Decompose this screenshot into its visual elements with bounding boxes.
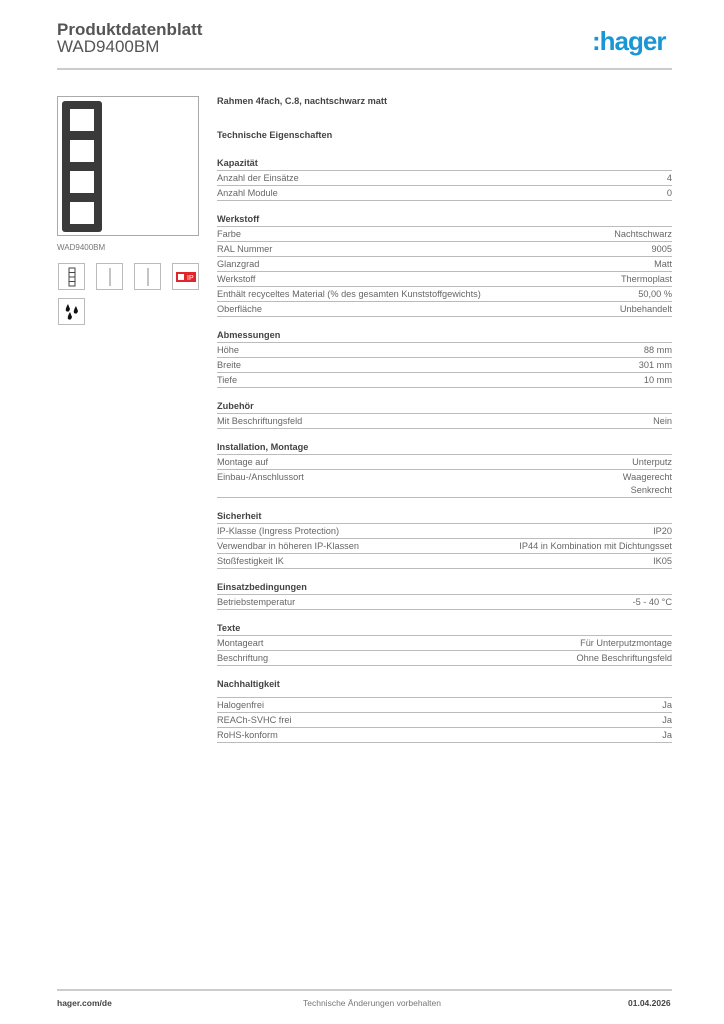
spec-value: -5 - 40 °C xyxy=(632,597,672,607)
spec-label: Verwendbar in höheren IP-Klassen xyxy=(217,541,359,551)
specs-heading: Technische Eigenschaften xyxy=(217,130,333,140)
spec-label: Beschriftung xyxy=(217,653,269,663)
svg-text:IP: IP xyxy=(186,274,194,282)
spec-value: Ohne Beschriftungsfeld xyxy=(576,653,672,663)
spec-row xyxy=(217,728,672,743)
page-title: Produktdatenblatt xyxy=(57,20,203,39)
spec-label: Montage auf xyxy=(217,457,269,467)
ip-rating-icon xyxy=(172,263,199,290)
spec-value: IP20 xyxy=(653,526,672,536)
section-heading: Einsatzbedingungen xyxy=(217,580,672,595)
spec-value: IP44 in Kombination mit Dichtungsset xyxy=(519,541,672,551)
spec-label: Enthält recyceltes Material (% des gesamten Kunststoffgewichts) xyxy=(217,289,481,299)
spec-value: Ja xyxy=(662,730,672,740)
spec-value: Für Unterputzmontage xyxy=(580,638,672,648)
spec-row xyxy=(217,242,672,257)
spec-section xyxy=(217,399,672,429)
spec-label: RAL Nummer xyxy=(217,244,273,254)
spec-row xyxy=(217,698,672,713)
section-heading: Werkstoff xyxy=(217,212,672,227)
spec-row xyxy=(217,455,672,470)
spec-value: 4 xyxy=(666,173,672,183)
product-description: Rahmen 4fach, C.8, nachtschwarz matt xyxy=(217,96,388,106)
spec-section xyxy=(217,328,672,388)
spec-label: Montageart xyxy=(217,638,264,648)
spec-row xyxy=(217,373,672,388)
spec-value: 88 mm xyxy=(643,345,672,355)
section-heading: Kapazität xyxy=(217,156,672,171)
spec-row xyxy=(217,470,672,498)
spec-section xyxy=(217,212,672,317)
spec-label: Farbe xyxy=(217,229,242,239)
product-code: WAD9400BM xyxy=(57,37,160,56)
section-heading: Abmessungen xyxy=(217,328,672,343)
spec-value: Matt xyxy=(654,259,672,269)
frame-illustration xyxy=(62,101,102,232)
spec-row xyxy=(217,257,672,272)
section-heading: Texte xyxy=(217,621,672,636)
spec-value: Thermoplast xyxy=(620,274,672,284)
spec-row xyxy=(217,651,672,666)
spec-row xyxy=(217,272,672,287)
spec-value: Nachtschwarz xyxy=(614,229,672,239)
spec-row xyxy=(217,302,672,317)
spec-label: Oberfläche xyxy=(217,304,262,314)
spec-row xyxy=(217,358,672,373)
spec-value: Unbehandelt xyxy=(619,304,672,314)
footer-divider xyxy=(57,989,672,991)
spec-value: Nein xyxy=(653,416,672,426)
spec-section xyxy=(217,580,672,610)
spec-value: Ja xyxy=(662,700,672,710)
section-heading: Zubehör xyxy=(217,399,672,414)
section-heading: Nachhaltigkeit xyxy=(217,677,672,698)
spec-label: Breite xyxy=(217,360,242,370)
section-heading: Sicherheit xyxy=(217,509,672,524)
spec-row xyxy=(217,171,672,186)
spec-row xyxy=(217,227,672,242)
spec-label: RoHS-konform xyxy=(217,730,278,740)
spec-value: 301 mm xyxy=(638,360,672,370)
spec-value: Ja xyxy=(662,715,672,725)
spec-row xyxy=(217,414,672,429)
spec-label: IP-Klasse (Ingress Protection) xyxy=(217,526,340,536)
image-caption: WAD9400BM xyxy=(57,243,106,252)
spec-section xyxy=(217,440,672,498)
spec-label: Werkstoff xyxy=(217,274,256,284)
hager-logo: :hager xyxy=(592,26,666,56)
footer-note: Technische Änderungen vorbehalten xyxy=(303,998,441,1008)
spec-label: Tiefe xyxy=(217,375,238,385)
header-divider xyxy=(57,68,672,70)
spec-label: Einbau-/Anschlussort xyxy=(217,472,304,482)
spec-row xyxy=(217,595,672,610)
spec-label: REACh-SVHC frei xyxy=(217,715,292,725)
section-heading: Installation, Montage xyxy=(217,440,672,455)
spec-section xyxy=(217,156,672,201)
vertical-line-icon xyxy=(96,263,123,290)
spec-value: 9005 xyxy=(651,244,672,254)
product-image xyxy=(57,96,199,236)
spec-section xyxy=(217,621,672,666)
spec-panel xyxy=(217,96,672,743)
spec-row xyxy=(217,186,672,201)
water-drops-icon xyxy=(58,298,85,325)
spec-section xyxy=(217,677,672,743)
four-gang-vertical-icon xyxy=(58,263,85,290)
vertical-line-icon xyxy=(134,263,161,290)
spec-row xyxy=(217,287,672,302)
footer-website-link[interactable]: hager.com/de xyxy=(57,998,112,1008)
spec-label: Höhe xyxy=(217,345,239,355)
spec-row xyxy=(217,539,672,554)
spec-value: Waagerecht Senkrecht xyxy=(622,472,672,495)
spec-value: 0 xyxy=(666,188,672,198)
spec-section xyxy=(217,509,672,569)
spec-value: Unterputz xyxy=(632,457,672,467)
spec-label: Halogenfrei xyxy=(217,700,264,710)
spec-row xyxy=(217,554,672,569)
spec-label: Stoßfestigkeit IK xyxy=(217,556,284,566)
spec-row xyxy=(217,524,672,539)
spec-label: Mit Beschriftungsfeld xyxy=(217,416,303,426)
footer-date: 01.04.2026 xyxy=(628,998,671,1008)
spec-value: 10 mm xyxy=(643,375,672,385)
spec-value: 50,00 % xyxy=(638,289,672,299)
spec-value: IK05 xyxy=(653,556,672,566)
spec-row xyxy=(217,713,672,728)
spec-label: Anzahl Module xyxy=(217,188,278,198)
spec-label: Betriebstemperatur xyxy=(217,597,296,607)
spec-row xyxy=(217,636,672,651)
spec-label: Glanzgrad xyxy=(217,259,260,269)
spec-label: Anzahl der Einsätze xyxy=(217,173,299,183)
spec-row xyxy=(217,343,672,358)
